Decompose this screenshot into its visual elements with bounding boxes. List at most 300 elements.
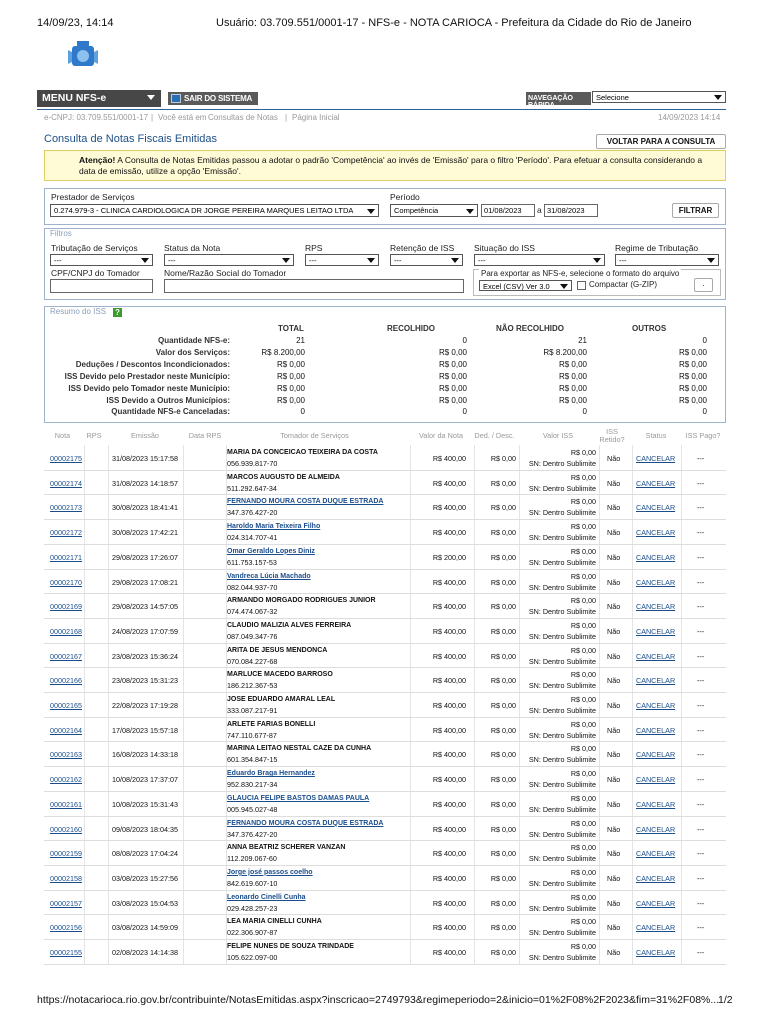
iss-withheld: Não (607, 725, 621, 735)
status-label: Status da Nota (164, 243, 221, 253)
logout-button[interactable] (168, 92, 258, 105)
issue-datetime: 08/08/2023 17:04:24 (112, 849, 178, 859)
deduction-value: R$ 0,00 (490, 602, 516, 612)
taker-name[interactable]: Omar Geraldo Lopes Diniz (227, 547, 315, 555)
taker-name[interactable]: Leonardo Cinelli Cunha (227, 893, 306, 901)
summary-value: R$ 0,00 (438, 347, 467, 357)
nome-label: Nome/Razão Social do Tomador (164, 268, 287, 278)
invoice-number-link[interactable]: 00002173 (50, 503, 82, 513)
deduction-value: R$ 0,00 (490, 478, 516, 488)
print-title: Usuário: 03.709.551/0001-17 - NFS-e - NOTA CARIOCA - Prefeitura da Cidade do Rio de Janeiro (216, 17, 692, 29)
notice-text: A Consulta de Notas Emitidas passou a adotar o padrão 'Competência' ao invés de 'Emissão' para o filtro 'Período'. Para efetuar a consulta considerando a data de emissão, utilize a opção 'Emissão'. (79, 155, 703, 176)
invoice-value: R$ 400,00 (432, 478, 466, 488)
iss-withheld: Não (607, 552, 621, 562)
iss-withheld: Não (607, 750, 621, 760)
column-header-valor: Valor da Nota (418, 431, 464, 440)
taker-document: 333.087.217-91 (227, 706, 278, 715)
summary-value: R$ 0,00 (276, 359, 305, 369)
tax-regime: SN: Dentro Sublimite (528, 755, 596, 765)
iss-paid: --- (697, 750, 705, 760)
iss-withheld: Não (607, 528, 621, 538)
summary-value: R$ 8.200,00 (543, 347, 587, 357)
tax-regime: SN: Dentro Sublimite (528, 903, 596, 913)
taker-name[interactable]: Vandreca Lúcia Machado (227, 572, 311, 580)
taker-name: JOSE EDUARDO AMARAL LEAL (227, 696, 336, 703)
situacao-select[interactable] (474, 254, 605, 266)
iss-withheld: Não (607, 701, 621, 710)
issue-datetime: 30/08/2023 17:42:21 (112, 528, 178, 538)
column-header-pago: ISS Pago? (685, 431, 721, 440)
issue-datetime: 30/08/2023 18:41:41 (112, 503, 178, 513)
taker-document: 087.049.347-76 (227, 631, 278, 641)
invoice-value: R$ 400,00 (432, 873, 466, 883)
iss-withheld: Não (607, 824, 621, 834)
period-label: Período (390, 192, 420, 202)
iss-paid: --- (697, 503, 705, 513)
iss-value: R$ 0,00 (570, 620, 596, 630)
iss-withheld: Não (607, 577, 621, 587)
header-divider (37, 109, 726, 110)
retencao-value: --- (394, 256, 402, 265)
breadcrumb-current[interactable]: Consultas de Notas (208, 113, 278, 122)
tax-regime: SN: Dentro Sublimite (528, 508, 596, 518)
summary-value: R$ 0,00 (558, 359, 587, 369)
tax-regime: SN: Dentro Sublimite (528, 483, 596, 493)
issue-datetime: 29/08/2023 14:57:05 (112, 602, 178, 612)
tax-regime: SN: Dentro Sublimite (528, 533, 596, 543)
summary-value: R$ 0,00 (438, 371, 467, 381)
quick-nav-value: Selecione (596, 93, 629, 102)
invoice-value: R$ 400,00 (432, 503, 466, 513)
deduction-value: R$ 0,00 (490, 824, 516, 834)
invoice-value: R$ 400,00 (432, 849, 466, 859)
taker-document: 070.084.227-68 (227, 656, 278, 666)
cancel-link[interactable]: CANCELAR (636, 626, 676, 636)
invoice-value: R$ 400,00 (432, 626, 466, 636)
header-timestamp: 14/09/2023 14:14 (658, 113, 721, 122)
column-header-emissao: Emissão (131, 431, 159, 440)
iss-withheld: Não (607, 799, 621, 809)
summary-header-outros: OUTROS (632, 324, 667, 333)
summary-header-nao-recolhido: NÃO RECOLHIDO (496, 324, 564, 333)
rps-select[interactable] (305, 254, 379, 266)
print-url: https://notacarioca.rio.gov.br/contribuinte/NotasEmitidas.aspx?inscricao=2749793&regimeperiodo=2&inicio=01%2F08%2F2023&fim=31%2F08%... (37, 994, 720, 1006)
breadcrumb-separator: | (151, 113, 154, 122)
iss-value: R$ 0,00 (570, 942, 596, 951)
column-header-status: Status (645, 431, 667, 440)
provider-select[interactable] (50, 204, 379, 217)
taker-name: FELIPE NUNES DE SOUZA TRINDADE (227, 943, 354, 950)
cancel-link[interactable]: CANCELAR (636, 849, 676, 859)
tax-regime: SN: Dentro Sublimite (528, 607, 596, 617)
iss-withheld: Não (607, 602, 621, 612)
attention-notice (44, 150, 726, 181)
taker-name[interactable]: GLAUCIA FELIPE BASTOS DAMAS PAULA (227, 794, 370, 802)
issue-datetime: 03/08/2023 15:27:56 (112, 873, 178, 883)
taker-document: 347.376.427-20 (227, 829, 278, 839)
tributacao-select[interactable] (50, 254, 153, 266)
regime-label: Regime de Tributação (615, 243, 699, 253)
status-value: --- (168, 256, 176, 265)
cancel-link[interactable]: CANCELAR (636, 725, 676, 735)
filters-title: Filtros (50, 229, 72, 238)
summary-value: R$ 0,00 (276, 395, 305, 405)
iss-paid: --- (697, 454, 705, 463)
summary-value: R$ 0,00 (438, 395, 467, 405)
deduction-value: R$ 0,00 (490, 552, 516, 562)
cancel-link[interactable]: CANCELAR (636, 676, 676, 686)
iss-value: R$ 0,00 (570, 867, 596, 877)
iss-paid: --- (697, 651, 705, 661)
invoice-number-link[interactable]: 00002161 (50, 799, 82, 809)
taker-name: CLAUDIO MALIZIA ALVES FERREIRA (227, 621, 352, 629)
taker-document: 029.428.257-23 (227, 903, 278, 913)
invoice-number-link[interactable]: 00002166 (50, 676, 82, 686)
taker-name[interactable]: Haroldo Maria Teixeira Filho (227, 523, 321, 531)
issue-datetime: 10/08/2023 15:31:43 (112, 799, 178, 809)
cancel-link[interactable]: CANCELAR (636, 528, 676, 538)
iss-paid: --- (697, 626, 705, 636)
tax-regime: SN: Dentro Sublimite (528, 829, 596, 839)
summary-row-label: ISS Devido pelo Tomador neste Município: (68, 383, 230, 393)
taker-name: ARMANDO MORGADO RODRIGUES JUNIOR (227, 597, 376, 605)
cancel-link[interactable]: CANCELAR (636, 651, 676, 661)
summary-value: R$ 0,00 (438, 359, 467, 369)
iss-value: R$ 0,00 (570, 892, 596, 902)
tributacao-value: --- (54, 256, 62, 265)
cancel-link[interactable]: CANCELAR (636, 824, 676, 834)
taker-document: 024.314.707-41 (227, 533, 278, 543)
deduction-value: R$ 0,00 (490, 775, 516, 785)
cancel-link[interactable]: CANCELAR (636, 454, 676, 463)
iss-value: R$ 0,00 (570, 571, 596, 581)
summary-row-label: Quantidade NFS-e Canceladas: (111, 407, 230, 417)
issue-datetime: 17/08/2023 15:57:18 (112, 725, 178, 735)
deduction-value: R$ 0,00 (490, 626, 516, 636)
deduction-value: R$ 0,00 (490, 898, 516, 908)
cancel-link[interactable]: CANCELAR (636, 898, 676, 908)
date-separator: a (537, 205, 542, 215)
taker-name[interactable]: Jorge josé passos coelho (227, 868, 313, 876)
summary-header-recolhido: RECOLHIDO (387, 324, 435, 333)
summary-value: R$ 0,00 (276, 371, 305, 381)
tax-regime: SN: Dentro Sublimite (528, 878, 596, 888)
deduction-value: R$ 0,00 (490, 799, 516, 809)
issue-datetime: 16/08/2023 14:33:18 (112, 750, 178, 760)
summary-value: R$ 8.200,00 (261, 347, 305, 357)
iss-paid: --- (697, 577, 705, 587)
export-button[interactable]: . (694, 278, 713, 292)
iss-withheld: Não (607, 898, 621, 908)
taker-name[interactable]: FERNANDO MOURA COSTA DUQUE ESTRADA (227, 498, 384, 506)
print-page-number: 1/2 (718, 994, 733, 1006)
taker-document: 105.622.097-00 (227, 953, 278, 962)
filter-button[interactable]: FILTRAR (672, 203, 719, 218)
iss-withheld: Não (607, 454, 621, 463)
tax-regime: SN: Dentro Sublimite (528, 928, 596, 938)
row-divider (44, 964, 726, 965)
export-format-select[interactable] (479, 280, 572, 291)
issue-datetime: 09/08/2023 18:04:35 (112, 824, 178, 834)
invoice-value: R$ 400,00 (432, 602, 466, 612)
tax-regime: SN: Dentro Sublimite (528, 681, 596, 691)
invoice-number-link[interactable]: 00002167 (50, 651, 82, 661)
invoice-number-link[interactable]: 00002158 (50, 873, 82, 883)
taker-name: MARCOS AUGUSTO DE ALMEIDA (227, 473, 340, 481)
invoice-number-link[interactable]: 00002171 (50, 552, 82, 562)
iss-value: R$ 0,00 (570, 818, 596, 828)
cancel-link[interactable]: CANCELAR (636, 701, 676, 710)
invoice-value: R$ 400,00 (432, 577, 466, 587)
taker-name: LEA MARIA CINELLI CUNHA (227, 918, 322, 926)
tax-regime: SN: Dentro Sublimite (528, 631, 596, 641)
retencao-select[interactable] (390, 254, 463, 266)
taker-document: 347.376.427-20 (227, 508, 278, 518)
summary-value: 0 (300, 407, 305, 417)
iss-value: R$ 0,00 (570, 497, 596, 507)
invoice-number-link[interactable]: 00002162 (50, 775, 82, 785)
taker-document: 112.209.067-60 (227, 854, 277, 864)
invoice-number-link[interactable]: 00002157 (50, 898, 82, 908)
invoice-value: R$ 400,00 (432, 651, 466, 661)
invoice-value: R$ 400,00 (432, 824, 466, 834)
column-header-rps: RPS (86, 431, 102, 440)
taker-name[interactable]: Eduardo Braga Hernandez (227, 770, 315, 778)
taker-name: MARLUCE MACEDO BARROSO (227, 671, 333, 679)
status-select[interactable] (164, 254, 294, 266)
summary-value: R$ 0,00 (558, 371, 587, 381)
compact-checkbox[interactable] (577, 281, 586, 290)
cancel-link[interactable]: CANCELAR (636, 577, 676, 587)
issue-datetime: 10/08/2023 17:37:07 (112, 775, 178, 785)
taker-document: 511.292.647-34 (227, 483, 277, 493)
issue-datetime: 31/08/2023 15:17:58 (112, 454, 178, 463)
invoice-value: R$ 400,00 (432, 676, 466, 686)
summary-value: 0 (702, 407, 707, 417)
deduction-value: R$ 0,00 (490, 651, 516, 661)
cancel-link[interactable]: CANCELAR (636, 750, 676, 760)
regime-select[interactable] (615, 254, 719, 266)
invoice-value: R$ 400,00 (432, 799, 466, 809)
iss-value: R$ 0,00 (570, 645, 596, 655)
iss-paid: --- (697, 948, 705, 957)
summary-value: R$ 0,00 (438, 383, 467, 393)
invoice-value: R$ 400,00 (432, 725, 466, 735)
cancel-link[interactable]: CANCELAR (636, 923, 676, 933)
provider-value: 0.274.979-3 - CLINICA CARDIOLOGICA DR JORGE PEREIRA MARQUES LEITAO LTDA (54, 206, 354, 215)
rps-label: RPS (305, 243, 323, 253)
iss-paid: --- (697, 923, 705, 933)
taker-document: 601.354.847-15 (227, 755, 278, 765)
taker-name[interactable]: FERNANDO MOURA COSTA DUQUE ESTRADA (227, 819, 384, 827)
invoice-number-link[interactable]: 00002165 (50, 701, 82, 710)
column-header-nota: Nota (54, 431, 71, 440)
summary-value: R$ 0,00 (558, 383, 587, 393)
export-format-value: Excel (CSV) Ver 3.0 (483, 282, 550, 291)
taker-name: ARLETE FARIAS BONELLI (227, 720, 316, 728)
invoice-value: R$ 400,00 (432, 923, 466, 933)
iss-paid: --- (697, 701, 705, 710)
retencao-label: Retenção de ISS (390, 243, 455, 253)
tax-regime: SN: Dentro Sublimite (528, 656, 596, 666)
iss-withheld: Não (607, 478, 621, 488)
tax-regime: SN: Dentro Sublimite (528, 854, 596, 864)
cpf-input[interactable] (50, 279, 153, 293)
summary-row-label: ISS Devido pelo Prestador neste Município: (64, 371, 230, 381)
invoice-number-link[interactable]: 00002169 (50, 602, 82, 612)
invoice-number-link[interactable]: 00002164 (50, 725, 82, 735)
summary-value: R$ 0,00 (276, 383, 305, 393)
iss-value: R$ 0,00 (570, 917, 596, 927)
chevron-down-icon (147, 95, 155, 100)
print-datetime: 14/09/23, 14:14 (37, 17, 114, 29)
issue-datetime: 31/08/2023 14:18:57 (112, 478, 178, 488)
menu-nfse-dropdown[interactable] (37, 90, 161, 107)
breadcrumb-separator: | (285, 113, 288, 122)
issue-datetime: 03/08/2023 15:04:53 (112, 898, 178, 908)
iss-paid: --- (697, 676, 705, 686)
cancel-link[interactable]: CANCELAR (636, 478, 676, 488)
iss-value: R$ 0,00 (570, 546, 596, 556)
issue-datetime: 29/08/2023 17:08:21 (112, 577, 178, 587)
invoice-number-link[interactable]: 00002163 (50, 750, 82, 760)
invoice-number-link[interactable]: 00002160 (50, 824, 82, 834)
cancel-link[interactable]: CANCELAR (636, 799, 676, 809)
back-to-query-button[interactable]: VOLTAR PARA A CONSULTA (596, 134, 726, 149)
iss-paid: --- (697, 898, 705, 908)
deduction-value: R$ 0,00 (490, 577, 516, 587)
cancel-link[interactable]: CANCELAR (636, 552, 676, 562)
issue-datetime: 03/08/2023 14:59:09 (112, 923, 178, 933)
period-type-value: Competência (394, 206, 439, 215)
issue-datetime: 24/08/2023 17:07:59 (112, 626, 178, 636)
iss-withheld: Não (607, 503, 621, 513)
help-icon[interactable]: ? (113, 308, 122, 317)
date-from-input[interactable]: 01/08/2023 (481, 204, 535, 217)
cancel-link[interactable]: CANCELAR (636, 602, 676, 612)
deduction-value: R$ 0,00 (490, 873, 516, 883)
cancel-link[interactable]: CANCELAR (636, 948, 676, 957)
taker-document: 952.830.217-34 (227, 780, 278, 790)
nome-input[interactable] (164, 279, 464, 293)
iss-withheld: Não (607, 651, 621, 661)
deduction-value: R$ 0,00 (490, 948, 516, 957)
tax-regime: SN: Dentro Sublimite (528, 953, 596, 962)
tributacao-label: Tributação de Serviços (51, 243, 138, 253)
deduction-value: R$ 0,00 (490, 454, 516, 463)
taker-document: 842.619.607-10 (227, 878, 278, 888)
quick-nav-select[interactable] (592, 91, 726, 103)
cpf-label: CPF/CNPJ do Tomador (51, 268, 140, 278)
invoice-value: R$ 400,00 (432, 701, 466, 710)
cancel-link[interactable]: CANCELAR (636, 873, 676, 883)
deduction-value: R$ 0,00 (490, 676, 516, 686)
iss-value: R$ 0,00 (570, 522, 596, 532)
taker-name: ARITA DE JESUS MENDONCA (227, 646, 328, 654)
invoice-number-link[interactable]: 00002172 (50, 528, 82, 538)
iss-paid: --- (697, 849, 705, 859)
iss-value: R$ 0,00 (570, 843, 596, 853)
iss-value: R$ 0,00 (570, 793, 596, 803)
menu-nfse-label: MENU NFS-e (42, 92, 107, 104)
situacao-label: Situação do ISS (474, 243, 535, 253)
iss-withheld: Não (607, 849, 621, 859)
column-header-iss: Valor ISS (542, 431, 574, 440)
invoice-number-link[interactable]: 00002170 (50, 577, 82, 587)
taker-document: 022.306.907-87 (227, 928, 278, 938)
column-header-retido: ISS Retido? (599, 427, 625, 444)
summary-value: 0 (462, 336, 467, 345)
monitor-icon (171, 94, 181, 103)
invoice-number-link[interactable]: 00002159 (50, 849, 82, 859)
summary-value: 0 (582, 407, 587, 417)
invoice-number-link[interactable]: 00002155 (50, 948, 82, 957)
deduction-value: R$ 0,00 (490, 923, 516, 933)
export-label: Para exportar as NFS-e, selecione o formato do arquivo (481, 269, 680, 278)
summary-value: R$ 0,00 (678, 359, 707, 369)
invoice-number-link[interactable]: 00002168 (50, 626, 82, 636)
iss-withheld: Não (607, 873, 621, 883)
iss-paid: --- (697, 528, 705, 538)
iss-value: R$ 0,00 (570, 472, 596, 482)
summary-value: R$ 0,00 (678, 395, 707, 405)
iss-value: R$ 0,00 (570, 596, 596, 606)
cancel-link[interactable]: CANCELAR (636, 503, 676, 513)
invoice-number-link[interactable]: 00002156 (50, 923, 82, 933)
summary-row-label: Deduções / Descontos Incondicionados: (75, 359, 230, 369)
compact-label: Compactar (G-ZIP) (589, 280, 658, 289)
issue-datetime: 29/08/2023 17:26:07 (112, 552, 178, 562)
cancel-link[interactable]: CANCELAR (636, 775, 676, 785)
iss-paid: --- (697, 725, 705, 735)
breadcrumb-prefix: Você está em (158, 113, 207, 122)
invoice-number-link[interactable]: 00002174 (50, 478, 82, 488)
deduction-value: R$ 0,00 (490, 849, 516, 859)
taker-document: 074.474.067-32 (227, 607, 278, 617)
iss-withheld: Não (607, 948, 621, 957)
invoice-value: R$ 400,00 (432, 775, 466, 785)
taker-name: MARIA DA CONCEICAO TEIXEIRA DA COSTA (227, 449, 378, 456)
iss-paid: --- (697, 478, 705, 488)
invoice-number-link[interactable]: 00002175 (50, 454, 82, 463)
deduction-value: R$ 0,00 (490, 528, 516, 538)
tax-regime: SN: Dentro Sublimite (528, 459, 596, 468)
iss-value: R$ 0,00 (570, 695, 596, 704)
date-to-input[interactable]: 31/08/2023 (544, 204, 598, 217)
cnpj-label: e-CNPJ: 03.709.551/0001-17 (44, 113, 149, 122)
breadcrumb-home-link[interactable]: Página Inicial (292, 113, 340, 122)
taker-document: 611.753.157-53 (227, 557, 277, 567)
taker-document: 005.945.027-48 (227, 804, 278, 814)
page-title: Consulta de Notas Fiscais Emitidas (44, 133, 218, 145)
taker-name: ANNA BEATRIZ SCHERER VANZAN (227, 844, 346, 852)
iss-value: R$ 0,00 (570, 769, 596, 779)
summary-row-label: Quantidade NFS-e: (157, 336, 230, 345)
iss-value: R$ 0,00 (570, 448, 596, 457)
logout-label: SAIR DO SISTEMA (184, 94, 253, 103)
iss-value: R$ 0,00 (570, 744, 596, 754)
quick-nav-label: NAVEGAÇÃO RÁPIDA (526, 92, 591, 105)
taker-document: 056.939.817-70 (227, 459, 278, 468)
iss-paid: --- (697, 602, 705, 612)
rps-value: --- (309, 256, 317, 265)
iss-paid: --- (697, 552, 705, 562)
regime-value: --- (619, 256, 627, 265)
period-type-select[interactable] (390, 204, 478, 217)
issue-datetime: 02/08/2023 14:14:38 (112, 948, 178, 957)
invoice-value: R$ 400,00 (432, 454, 466, 463)
taker-document: 082.044.937-70 (227, 582, 278, 592)
